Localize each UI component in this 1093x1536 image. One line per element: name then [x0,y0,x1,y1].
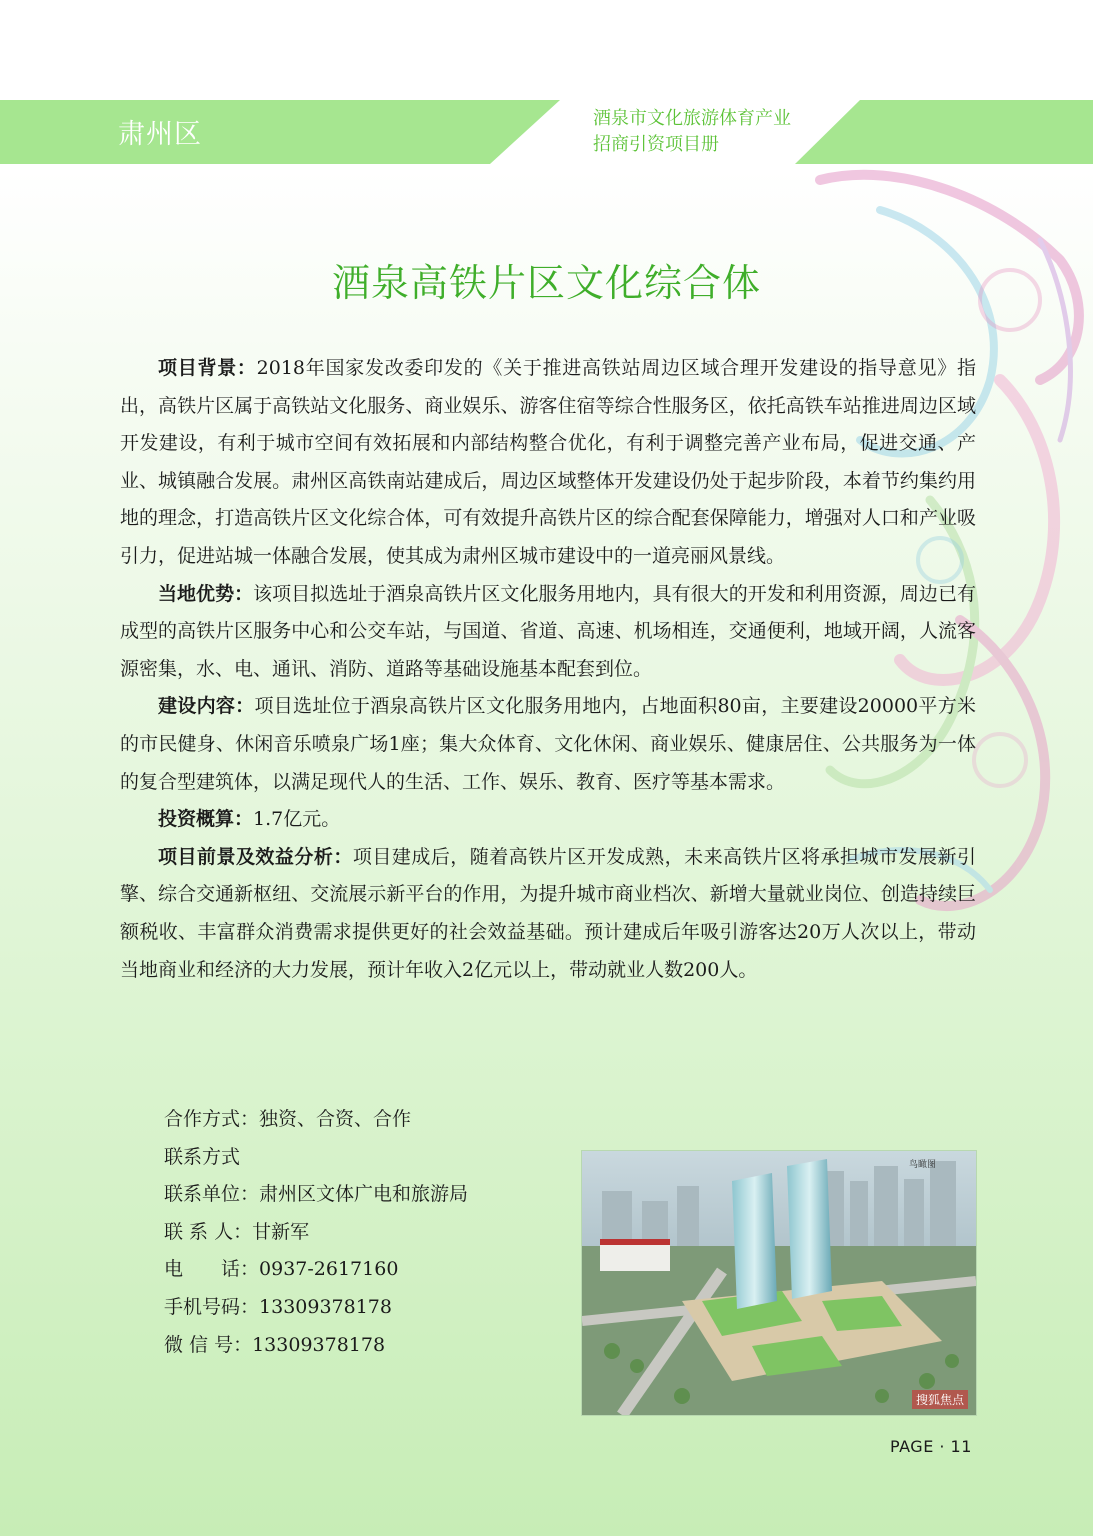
district-label: 肃州区 [118,119,202,150]
contact-value: 甘新军 [252,1220,310,1243]
aerial-rendering-image [581,1150,977,1416]
section-prospects [120,839,976,989]
book-title-line1: 酒泉市文化旅游体育产业 [593,108,791,129]
section-construction [120,688,976,801]
contact-value: 13309378178 [252,1333,386,1356]
section-background [120,350,976,576]
image-caption: 鸟瞰图 [908,1160,936,1170]
contact-heading: 联系方式 [164,1145,241,1168]
image-watermark: 搜狐焦点 [912,1390,968,1409]
cooperation-value: 独资、合资、合作 [259,1108,412,1130]
contact-row-wechat [164,1327,564,1365]
cooperation-row [164,1101,564,1139]
page-number: PAGE · 11 [890,1437,972,1456]
section-advantages [120,576,976,689]
cooperation-label: 合作方式： [164,1108,260,1130]
contact-row-phone [164,1251,564,1289]
section-label: 建设内容： [158,695,255,718]
project-description [120,350,976,989]
section-label: 项目背景： [158,357,257,379]
contact-label: 联系单位： [164,1183,260,1206]
contact-label: 联 系 人： [164,1220,253,1243]
contact-row-person [164,1214,564,1252]
book-title [593,106,853,158]
section-label: 当地优势： [158,582,254,605]
contact-label: 微 信 号： [164,1333,253,1356]
section-text: 该项目拟选址于酒泉高铁片区文化服务用地内，具有很大的开发和利用资源，周边已有成型的高铁片区服务中心和公交车站，与国道、省道、高速、机场相连，交通便利，地域开阔，人流客源密集，水、电、通讯、消防、道路等基础设施基本配套到位。 [120,582,976,680]
section-investment [120,801,976,839]
contact-value: 0937-2617160 [259,1258,399,1281]
section-text: 1.7亿元。 [253,808,341,831]
contact-value: 13309378178 [259,1295,392,1318]
contact-label: 手机号码： [164,1295,260,1318]
contact-label: 电 话： [164,1258,260,1281]
section-text: 项目建成后，随着高铁片区开发成熟，未来高铁片区将承担城市发展新引擎、综合交通新枢纽、交流展示新平台的作用，为提升城市商业档次、新增大量就业岗位、创造持续巨额税收、丰富群众消费需求提供更好的社会效益基础。预计建成后年吸引游客达20万人次以上，带动当地商业和经济的大力发展，预计年收入2亿元以上，带动就业人数200人。 [120,845,976,981]
contact-value: 肃州区文体广电和旅游局 [259,1183,469,1206]
contact-block [164,1101,564,1364]
book-title-line2: 招商引资项目册 [593,134,719,155]
section-text: 2018年国家发改委印发的《关于推进高铁站周边区域合理开发建设的指导意见》指出，高铁片区属于高铁站文化服务、商业娱乐、游客住宿等综合性服务区，依托高铁车站推进周边区域开发建设，有利于城市空间有效拓展和内部结构整合优化，有利于调整完善产业布局，促进交通、产业、城镇融合发展。肃州区高铁南站建成后，周边区域整体开发建设仍处于起步阶段，本着节约集约用地的理念，打造高铁片区文化综合体，可有效提升高铁片区的综合配套保障能力，增强对人口和产业吸引力，促进站城一体融合发展，使其成为肃州区城市建设中的一道亮丽风景线。 [120,357,976,567]
page-title: 酒泉高铁片区文化综合体 [331,261,761,305]
section-label: 投资概算： [158,808,254,831]
section-label: 项目前景及效益分析： [158,845,353,868]
section-text: 项目选址位于酒泉高铁片区文化服务用地内，占地面积80亩，主要建设20000平方米的市民健身、休闲音乐喷泉广场1座；集大众体育、文化休闲、商业娱乐、健康居住、公共服务为一体的复合型建筑体，以满足现代人的生活、工作、娱乐、教育、医疗等基本需求。 [120,695,976,793]
contact-row-mobile [164,1289,564,1327]
contact-row-unit [164,1176,564,1214]
